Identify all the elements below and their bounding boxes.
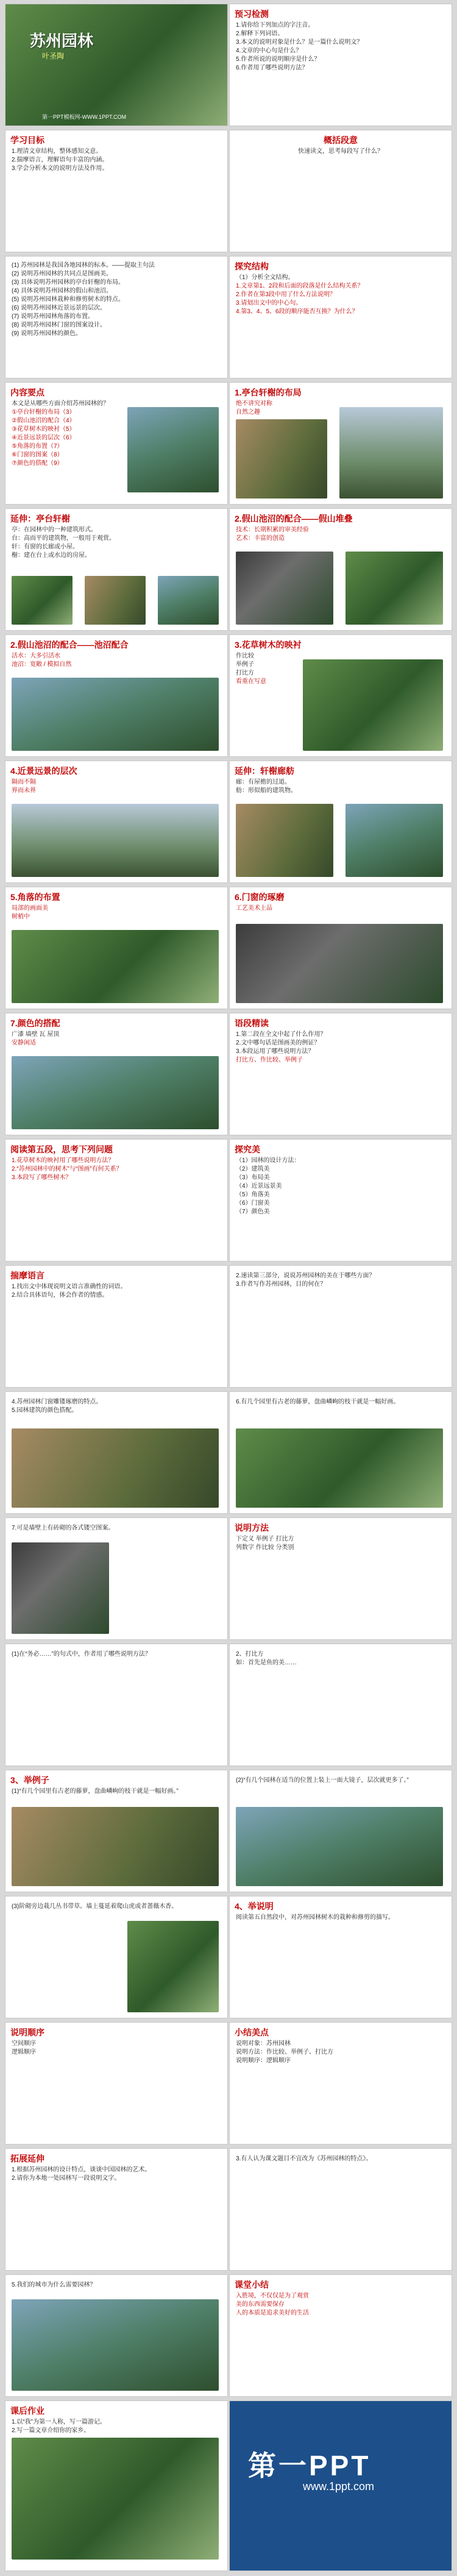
line: (8) 说明苏州园林门窗的图案设计。	[12, 322, 106, 328]
line: 5.作者所说的说明顺序是什么？	[236, 56, 321, 63]
line: 3.有人认为课文题目不宜改为《苏州园林的特点》。	[236, 2156, 372, 2162]
slide-q7	[5, 1517, 228, 1640]
slide-homework	[5, 2400, 228, 2571]
line: 2.“苏州园林中的树木”与“图画”有何关系？	[12, 1166, 122, 1173]
line: 本文是从哪些方面介绍苏州园林的？	[12, 400, 109, 407]
line: 舫：形似船的建筑物。	[236, 787, 297, 794]
pavilion-photo	[85, 576, 146, 625]
mirror-photo	[236, 1807, 443, 1886]
vine-photo	[236, 1428, 443, 1508]
slide-title-text: 语段精读	[235, 1018, 269, 1028]
line: (6) 说明苏州园林近景远景的层次。	[12, 305, 106, 311]
line: 逻辑顺序	[12, 2049, 36, 2056]
line: 界而未界	[12, 787, 36, 794]
slide-metaphor	[229, 1644, 452, 1766]
line: (2)“有几个园林在适当的位置上装上一面大镜子，层次就更多了。”	[236, 1777, 409, 1784]
window-photo	[12, 1542, 109, 1634]
line: 2.揣摩语言，理解语句丰富的内涵。	[12, 157, 108, 163]
slide-title	[5, 4, 228, 126]
slide-title-text: 4、举说明	[235, 1901, 274, 1911]
slide-explore-beauty	[229, 1139, 452, 1261]
slide-language	[5, 1265, 228, 1388]
line: ①亭台轩榭的布局（3）	[12, 409, 76, 416]
corner-photo	[12, 930, 219, 1003]
line: 艺术：丰富的创造	[236, 535, 285, 542]
line: 2.写一篇文章介绍你的家乡。	[12, 2427, 90, 2434]
line: 说明顺序：逻辑顺序	[236, 2057, 291, 2064]
line: 广漆 墙壁 瓦 屋顶	[12, 1031, 60, 1038]
slide-title-text: 延伸：亭台轩榭	[10, 514, 70, 523]
pavilion-photo	[158, 576, 219, 625]
boat-photo	[345, 804, 443, 877]
slide-title-text: 2.假山池沼的配合——池沼配合	[10, 640, 129, 650]
line: 1.请你给下列加点的字注音。	[236, 22, 314, 29]
line: 2.速读第三部分，说说苏州园林的美在于哪些方面？	[236, 1272, 375, 1279]
line: 廊：有屋檐的过道。	[236, 779, 291, 786]
slide-title-text: 4.近景远景的层次	[10, 766, 77, 776]
slide-q2	[229, 1265, 452, 1388]
slide-q3	[229, 2148, 452, 2271]
slide-paragraph-summary	[5, 256, 228, 378]
line: （5）角落美	[236, 1191, 270, 1198]
slide-title-text: 内容要点	[10, 388, 44, 397]
line: 美的东西需要保存	[236, 2301, 285, 2308]
window-photo	[12, 804, 219, 877]
slide-corridor	[229, 761, 452, 883]
line: 说明方法：作比较、举例子、打比方	[236, 2049, 333, 2056]
slide-title-text: 概括段意	[324, 135, 358, 145]
line: (3) 具体说明苏州园林的亭台轩榭的布局。	[12, 279, 124, 286]
author: 叶圣陶	[42, 52, 65, 60]
line: 2.解释下列词语。	[236, 30, 284, 37]
slide-title-text: 探究结构	[235, 261, 269, 271]
slide-rockery	[229, 508, 452, 631]
slide-content-points	[5, 382, 228, 505]
line: 工艺美术上品	[236, 905, 272, 912]
slide-structure	[229, 256, 452, 378]
line: ⑥门窗的图案（8）	[12, 452, 63, 458]
line: （1）分析全文结构。	[236, 274, 294, 281]
line: 1.第二段在全文中起了什么作用？	[236, 1031, 327, 1038]
line: (7) 说明苏州园林角落的布置。	[12, 313, 94, 320]
footer: 第一PPT模板网-WWW.1PPT.COM	[42, 114, 126, 120]
slide-explain	[229, 1896, 452, 2018]
slide-order	[5, 2022, 228, 2145]
line: （3）布局美	[236, 1174, 270, 1181]
page-title: 苏州园林	[30, 32, 94, 50]
line: 打比方、作比较、举例子	[236, 1057, 303, 1063]
plant-photo	[127, 1921, 219, 2012]
slide-title-text: 说明顺序	[10, 2028, 44, 2037]
slide-summary	[229, 130, 452, 252]
line: 4.苏州园林门窗雕镂琢磨的特点。	[12, 1399, 102, 1405]
logo-url: www.1ppt.com	[303, 2480, 375, 2493]
slide-title-text: 探究美	[235, 1144, 260, 1154]
garden-photo	[12, 1807, 219, 1886]
line: 榭：建在台上或水边的房屋。	[12, 552, 91, 559]
slide-extension	[5, 2148, 228, 2271]
line: （4）近景远景美	[236, 1183, 282, 1190]
garden-photo	[339, 407, 443, 499]
line: 池沼：宽敞 / 模拟自然	[12, 661, 72, 668]
line: 列数字 作比较 分类别	[236, 1544, 294, 1551]
line: 3.本文的说明对象是什么？是一篇什么说明文？	[236, 39, 363, 46]
line: (1) 苏州园林是我国各地园林的标本。——提取主句法	[12, 262, 155, 269]
slide-title-text: 课堂小结	[235, 2280, 269, 2290]
rockery-photo	[236, 552, 333, 625]
slide-method-q	[5, 1644, 228, 1766]
corridor-photo	[236, 804, 333, 877]
line: ③花草树木的映衬（5）	[12, 426, 76, 433]
slide-title-text: 拓展延伸	[10, 2154, 44, 2163]
line: (1)在“务必……”的句式中，作者用了哪些说明方法？	[12, 1651, 151, 1658]
slide-title-text: 3.花草树木的映衬	[235, 640, 302, 650]
line: （7）颜色美	[236, 1208, 270, 1215]
slide-doors	[229, 887, 452, 1009]
slide-title-text: 7.颜色的搭配	[10, 1018, 60, 1028]
line: 轩：有窗的长廊或小屋。	[12, 544, 79, 550]
slide-pond	[5, 634, 228, 757]
line: 2.作者在第3段中用了什么方法说明？	[236, 291, 336, 298]
slide-corner	[5, 887, 228, 1009]
garden-photo	[127, 407, 219, 492]
slide-title-text: 课后作业	[10, 2406, 44, 2416]
line: 2、打比方	[236, 1651, 264, 1658]
slide-mirror	[229, 1770, 452, 1892]
slide-close-reading	[229, 1013, 452, 1135]
line: 下定义 举例子 打比方	[236, 1536, 294, 1542]
line: 树梢中	[12, 914, 30, 920]
line: 活水：大多引活水	[12, 653, 60, 659]
line: 6.有几个园里有古老的藤萝，盘曲嶙峋的枝干就是一幅好画。	[236, 1399, 400, 1405]
line: 入胜境，不仅仅是为了观赏	[236, 2293, 309, 2299]
slide-trees	[229, 634, 452, 757]
line: 台：高而平的建筑物，一般用于观赏。	[12, 535, 115, 542]
line: 空间顺序	[12, 2040, 36, 2047]
slide-title-text: 6.门窗的琢磨	[235, 892, 285, 902]
line: 5.园林建筑的颜色搭配。	[12, 1407, 78, 1414]
line: 3.本段写了哪些树木？	[12, 1174, 72, 1181]
slide-methods	[229, 1517, 452, 1640]
slide-title-text: 5.角落的布置	[10, 892, 60, 902]
line: (3)阶砌旁边栽几丛书带草。墙上蔓延着爬山虎或者蔷薇木香。	[12, 1903, 178, 1910]
garden-map	[236, 419, 327, 499]
slide-title-text: 延伸：轩榭廊舫	[235, 766, 294, 776]
line: 技术：长期积累的审美经验	[236, 527, 309, 533]
line: 如：首先是鱼的美……	[236, 1659, 297, 1666]
logo: 第一PPT	[248, 2450, 371, 2482]
line: 人的本质是追求美好的生活	[236, 2310, 309, 2316]
line: （1）园林的设计方法：	[236, 1157, 300, 1164]
line: (5) 说明苏州园林栽种和修剪树木的特点。	[12, 296, 124, 303]
slide-examples	[5, 1770, 228, 1892]
rockery-photo	[345, 552, 443, 625]
pavilion-photo	[12, 576, 73, 625]
line: ④近景远景的层次（6）	[12, 435, 76, 441]
slide-layers	[5, 761, 228, 883]
slide-title-text: 1.亭台轩榭的布局	[235, 388, 302, 397]
line: 1.根据苏州园林的设计特点，谈谈中国园林的艺术。	[12, 2166, 151, 2173]
line: 3.作者写作苏州园林，目的何在？	[236, 1281, 327, 1288]
line: 5.我们的城市为什么需要园林？	[12, 2282, 96, 2288]
line: 3.本段运用了哪些说明方法？	[236, 1048, 314, 1055]
slide-goals	[5, 130, 228, 252]
slide-paragraph5	[5, 1139, 228, 1261]
slide-title-text: 学习目标	[10, 135, 44, 145]
line: （2）建筑美	[236, 1166, 270, 1173]
slide-title-text: 2.假山池沼的配合——假山堆叠	[235, 514, 353, 523]
garden-photo	[5, 4, 228, 126]
line: 2.请你为本地一处园林写一段说明文字。	[12, 2175, 121, 2182]
garden-photo	[12, 1056, 219, 1129]
line: ⑤角落的布置（7）	[12, 443, 63, 450]
line: 看重在写意	[236, 678, 266, 685]
line: 1.以“我”为第一人称，写一篇游记。	[12, 2419, 106, 2425]
line: (2) 说明苏州园林的共同点是图画美。	[12, 271, 112, 277]
slide-colors	[5, 1013, 228, 1135]
door-photo	[236, 924, 443, 1003]
line: （6）门窗美	[236, 1200, 270, 1207]
line: 6.作者用了哪些说明方法？	[236, 65, 308, 71]
line: (4) 具体说明苏州园林的假山和池沼。	[12, 288, 112, 294]
line: 3.学会分析本文的说明方法及作用。	[12, 165, 108, 172]
line: 绝不讲究对称	[236, 400, 272, 407]
line: 阅读第五自然段中，对苏州园林树木的栽种和修剪的描写。	[236, 1914, 394, 1921]
slide-title-text: 揣摩语言	[10, 1271, 44, 1280]
slide-preview-check	[229, 4, 452, 126]
garden-photo	[12, 1428, 219, 1508]
slide-recap	[229, 2022, 452, 2145]
line: (9) 说明苏州园林的颜色。	[12, 330, 82, 337]
line: 1.理清文章结构，整体感知文意。	[12, 148, 102, 155]
line: 打比方	[236, 670, 254, 676]
slide-layout	[229, 382, 452, 505]
line: 4.文章的中心句是什么？	[236, 48, 302, 54]
slide-title-text: 3、举例子	[10, 1775, 49, 1785]
line: 局部的画面美	[12, 905, 48, 912]
slide-q4	[5, 1391, 228, 1514]
slide-title-text: 说明方法	[235, 1523, 269, 1533]
line: 7.可是墙壁上有砖砌的各式镂空图案。	[12, 1525, 115, 1531]
line: 举例子	[236, 661, 254, 668]
slide-title-text: 阅读第五段，思考下列问题	[10, 1144, 113, 1154]
line: ⑦颜色的搭配（9）	[12, 460, 63, 467]
line: 安静闲适	[12, 1040, 36, 1046]
slide-q6	[229, 1391, 452, 1514]
line: ②假山池沼的配合（4）	[12, 417, 76, 424]
line: (1)“有几个园里有古老的藤萝，盘曲嶙峋的枝干就是一幅好画。”	[12, 1788, 179, 1795]
line: 4.第3、4、5、6段的顺序能否互换？为什么？	[236, 308, 358, 315]
line: 作比较	[236, 653, 254, 659]
slide-q5	[5, 2274, 228, 2397]
line: 2.结合具体语句，体会作者的情感。	[12, 1292, 108, 1299]
line: 快速读文，思考每段写了什么？	[298, 148, 383, 155]
slide-pavilion	[5, 508, 228, 631]
line: 隔而不隔	[12, 779, 36, 786]
line: 2.文中哪句话是图画美的例证？	[236, 1040, 321, 1046]
garden-photo	[12, 2299, 219, 2391]
slide-title-text: 预习检测	[235, 9, 269, 19]
garden-photo	[12, 2438, 219, 2560]
line: 1.花草树木的映衬用了哪些说明方法？	[12, 1157, 115, 1164]
line: 1.文章第1、2段和后面的段落是什么结构关系？	[236, 283, 364, 289]
pond-photo	[12, 678, 219, 751]
line: 1.找出文中体现说明文语言准确性的词语。	[12, 1283, 127, 1290]
line: 3.请划出文中的中心句。	[236, 300, 302, 307]
tree-photo	[303, 659, 443, 751]
slide-summary-class	[229, 2274, 452, 2397]
line: 说明对象：苏州园林	[236, 2040, 291, 2047]
slide-title-text: 小结美点	[235, 2028, 269, 2037]
slide-grass	[5, 1896, 228, 2018]
line: 自然之趣	[236, 409, 260, 416]
slide-end	[229, 2400, 452, 2571]
line: 亭：在园林中的一种建筑形式。	[12, 527, 97, 533]
